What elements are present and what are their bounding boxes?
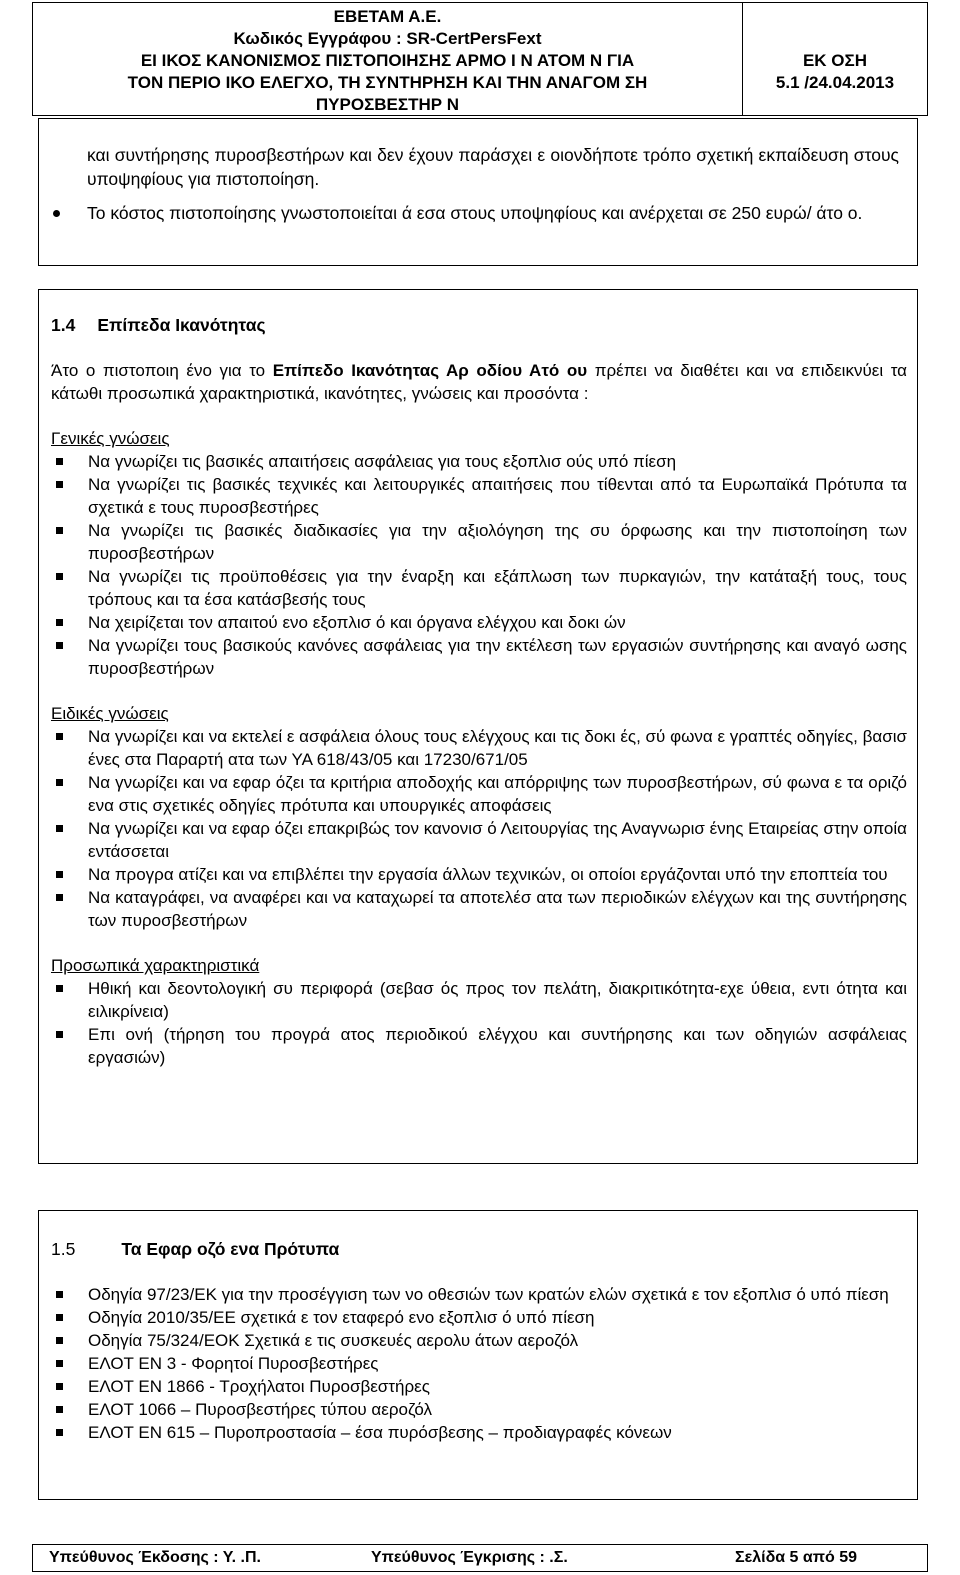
header-edition-block: [743, 3, 927, 115]
list-item-text: Να γνωρίζει τις βασικές τεχνικές και λειτουργικές απαιτήσεις που τίθενται από τα Ευρωπαϊκά Πρότυπα τα σχετικά ε τους πυροσβεστήρες: [88, 475, 907, 517]
section-number: 1.5: [51, 1239, 76, 1259]
edition-value: 5.1 /24.04.2013: [775, 73, 895, 92]
edition-label: ΕΚ ΟΣΗ: [802, 51, 868, 70]
square-bullet-icon: [56, 1406, 63, 1413]
list-item-text: Επι ονή (τήρηση του προγρά ατος περιοδικού ελέγχου και συντήρησης και των οδηγιών ασφάλειας εργασιών): [88, 1025, 907, 1067]
square-bullet-icon: [56, 1383, 63, 1390]
square-bullet-icon: [56, 573, 63, 580]
list-item: [51, 977, 907, 1023]
list-item-text: Ηθική και δεοντολογική συ περιφορά (σεβασ ός προς τον πελάτη, διακριτικότητα-εχε ύθεια, εντι ότητα και ειλικρίνεια): [88, 979, 907, 1021]
list-item-text: Να προγρα ατίζει και να επιβλέπει την εργασία άλλων τεχνικών, οι οποίοι εργάζονται υπό την εποπτεία του: [88, 865, 888, 884]
square-bullet-icon: [56, 642, 63, 649]
list-item-text: Να γνωρίζει και να εκτελεί ε ασφάλεια όλους τους ελέγχους και τις δοκι ές, σύ φωνα ε γραπτές οδηγίες, βασισ ένες στα Παραρτή ατα των ΥΑ 618/43/05 και 17230/671/05: [88, 727, 907, 769]
document-footer: [32, 1544, 928, 1572]
general-knowledge-title: Γενικές γνώσεις: [51, 429, 170, 448]
document-header: [32, 2, 928, 116]
square-bullet-icon: [56, 1031, 63, 1038]
section-applicable-standards: [38, 1210, 918, 1500]
square-bullet-icon: [56, 825, 63, 832]
list-item-text: Να καταγράφει, να αναφέρει και να καταχωρεί τα αποτελέσ ατα των περιοδικών ελέγχων και της συντήρησης των πυροσβεστήρων: [88, 888, 907, 930]
list-item: [51, 1023, 907, 1069]
section-competence-levels: [38, 289, 918, 1164]
square-bullet-icon: [56, 1291, 63, 1298]
section-title: Τα Εφαρ οζό ενα Πρότυπα: [121, 1239, 340, 1259]
list-item-text: Να γνωρίζει και να εφαρ όζει επακριβώς τον κανονισ ό Λειτουργίας της Αναγνωρισ ένης Εταιρείας στην οποία εντάσσεται: [88, 819, 907, 861]
standards-list: [51, 1283, 907, 1444]
list-item: [51, 1329, 907, 1352]
square-bullet-icon: [56, 985, 63, 992]
list-item: [51, 1375, 907, 1398]
list-item-text: Να γνωρίζει τις βασικές απαιτήσεις ασφάλειας για τους εξοπλισ ούς υπό πίεση: [88, 452, 677, 471]
list-item-text: Να γνωρίζει τις προϋποθέσεις για την έναρξη και εξάπλωση των πυρκαγιών, την κατάταξή τους, τους τρόπους και τα έσα κατάσβεσής τους: [88, 567, 907, 609]
document-code: Κωδικός Εγγράφου : SR-CertPersFext: [233, 29, 542, 48]
square-bullet-icon: [56, 1337, 63, 1344]
list-item-text: Οδηγία 2010/35/ΕΕ σχετικά ε τον εταφερό ενο εξοπλισ ό υπό πίεση: [88, 1308, 595, 1327]
square-bullet-icon: [56, 527, 63, 534]
list-item: [51, 1421, 907, 1444]
square-bullet-icon: [56, 733, 63, 740]
list-item: [51, 634, 907, 680]
list-item: [51, 1352, 907, 1375]
special-knowledge-title: Ειδικές γνώσεις: [51, 704, 169, 723]
footer-page-number: Σελίδα 5 από 59: [735, 1549, 857, 1566]
section-heading: [51, 1238, 907, 1261]
special-knowledge-list: [51, 725, 907, 932]
header-title-line-3: ΠΥΡΟΣΒΕΣΤΗΡ Ν: [315, 95, 460, 114]
list-item-text: Να γνωρίζει τους βασικούς κανόνες ασφάλειας για την εκτέλεση των εργασιών συντήρησης και αναγό ωσης πυροσβεστήρων: [88, 636, 907, 678]
general-knowledge-list: [51, 450, 907, 680]
intro-text-end: πρέπει να διαθέτει και να επιδεικνύει τα κάτωθι προσωπικά χαρακτηριστικά, ικανότητες, γνώσεις και προσόντα :: [51, 361, 908, 403]
header-title-block: [33, 3, 743, 115]
header-title-line-1: ΕΙ ΙΚΟΣ ΚΑΝΟΝΙΣΜΟΣ ΠΙΣΤΟΠΟΙΗΣΗΣ ΑΡΜΟ Ι Ν ΑΤΟΜ Ν ΓΙΑ: [140, 51, 635, 70]
square-bullet-icon: [56, 458, 63, 465]
list-item-text: ΕΛΟΤ 1066 – Πυροσβεστήρες τύπου αεροζόλ: [88, 1400, 432, 1419]
square-bullet-icon: [56, 619, 63, 626]
certification-cost-text: Το κόστος πιστοποίησης γνωστοποιείται ά εσα στους υποψηφίους και ανέρχεται σε 250 ευρώ/ άτο ο.: [87, 203, 863, 223]
footer-approval-responsible: Υπεύθυνος Έγκρισης : .Σ.: [371, 1549, 568, 1566]
list-item: [87, 201, 899, 225]
list-item: [51, 725, 907, 771]
section-heading: [51, 314, 907, 337]
list-item-text: ΕΛΟΤ ΕΝ 615 – Πυροπροστασία – έσα πυρόσβεσης – προδιαγραφές κόνεων: [88, 1423, 672, 1442]
continuation-text: και συντήρησης πυροσβεστήρων και δεν έχουν παράσχει ε οιονδήποτε τρόπο σχετική εκπαίδευση στους υποψηφίους για πιστοποίηση.: [87, 145, 899, 189]
list-item: [51, 565, 907, 611]
header-title-line-2: ΤΟΝ ΠΕΡΙΟ ΙΚΟ ΕΛΕΓΧΟ, ΤΗ ΣΥΝΤΗΡΗΣΗ ΚΑΙ ΤΗΝ ΑΝΑΓΟΜ ΣΗ: [127, 73, 648, 92]
list-item-text: ΕΛΟΤ ΕΝ 3 - Φορητοί Πυροσβεστήρες: [88, 1354, 379, 1373]
company-name: ΕΒΕΤΑΜ Α.Ε.: [333, 7, 442, 26]
square-bullet-icon: [56, 1429, 63, 1436]
list-item: [51, 519, 907, 565]
list-item: [51, 450, 907, 473]
list-item: [51, 473, 907, 519]
footer-issue-responsible: Υπεύθυνος Έκδοσης : Υ. .Π.: [49, 1549, 261, 1566]
square-bullet-icon: [56, 894, 63, 901]
list-item-text: Να χειρίζεται τον απαιτού ενο εξοπλισ ό και όργανα ελέγχου και δοκι ών: [88, 613, 626, 632]
personal-traits-list: [51, 977, 907, 1069]
personal-traits-title: Προσωπικά χαρακτηριστικά: [51, 956, 260, 975]
square-bullet-icon: [56, 871, 63, 878]
list-item-text: Να γνωρίζει τις βασικές διαδικασίες για την αξιολόγηση της συ όρφωσης και την πιστοποίηση των πυροσβεστήρων: [88, 521, 907, 563]
square-bullet-icon: [56, 481, 63, 488]
list-item: [51, 1283, 907, 1306]
list-item: [51, 886, 907, 932]
list-item: [51, 863, 907, 886]
list-item: [51, 1306, 907, 1329]
list-item-text: Οδηγία 75/324/ΕΟΚ Σχετικά ε τις συσκευές αερολυ άτων αεροζόλ: [88, 1331, 579, 1350]
list-item: [51, 611, 907, 634]
continuation-box: [38, 118, 918, 266]
square-bullet-icon: [56, 1360, 63, 1367]
intro-bold-text: Επίπεδο Ικανότητας Αρ οδίου Ατό ου: [272, 361, 588, 380]
intro-text: Άτο ο πιστοποιη ένο για το: [51, 361, 273, 380]
section-number: 1.4: [51, 315, 76, 335]
square-bullet-icon: [56, 779, 63, 786]
bullet-icon: [53, 210, 60, 217]
list-item: [51, 817, 907, 863]
list-item: [51, 771, 907, 817]
section-title: Επίπεδα Ικανότητας: [97, 315, 266, 335]
list-item-text: Να γνωρίζει και να εφαρ όζει τα κριτήρια αποδοχής και απόρριψης των πυροσβεστήρων, σύ φωνα ε τα οριζό ενα στις σχετικές οδηγίες πρότυπα και υπουργικές αποφάσεις: [88, 773, 907, 815]
list-item: [51, 1398, 907, 1421]
list-item-text: ΕΛΟΤ ΕΝ 1866 - Τροχήλατοι Πυροσβεστήρες: [88, 1377, 430, 1396]
list-item-text: Οδηγία 97/23/ΕΚ για την προσέγγιση των νο οθεσιών των κρατών ελών σχετικά ε τον εξοπλισ ό υπό πίεση: [88, 1285, 889, 1304]
section-intro: [51, 359, 907, 405]
square-bullet-icon: [56, 1314, 63, 1321]
